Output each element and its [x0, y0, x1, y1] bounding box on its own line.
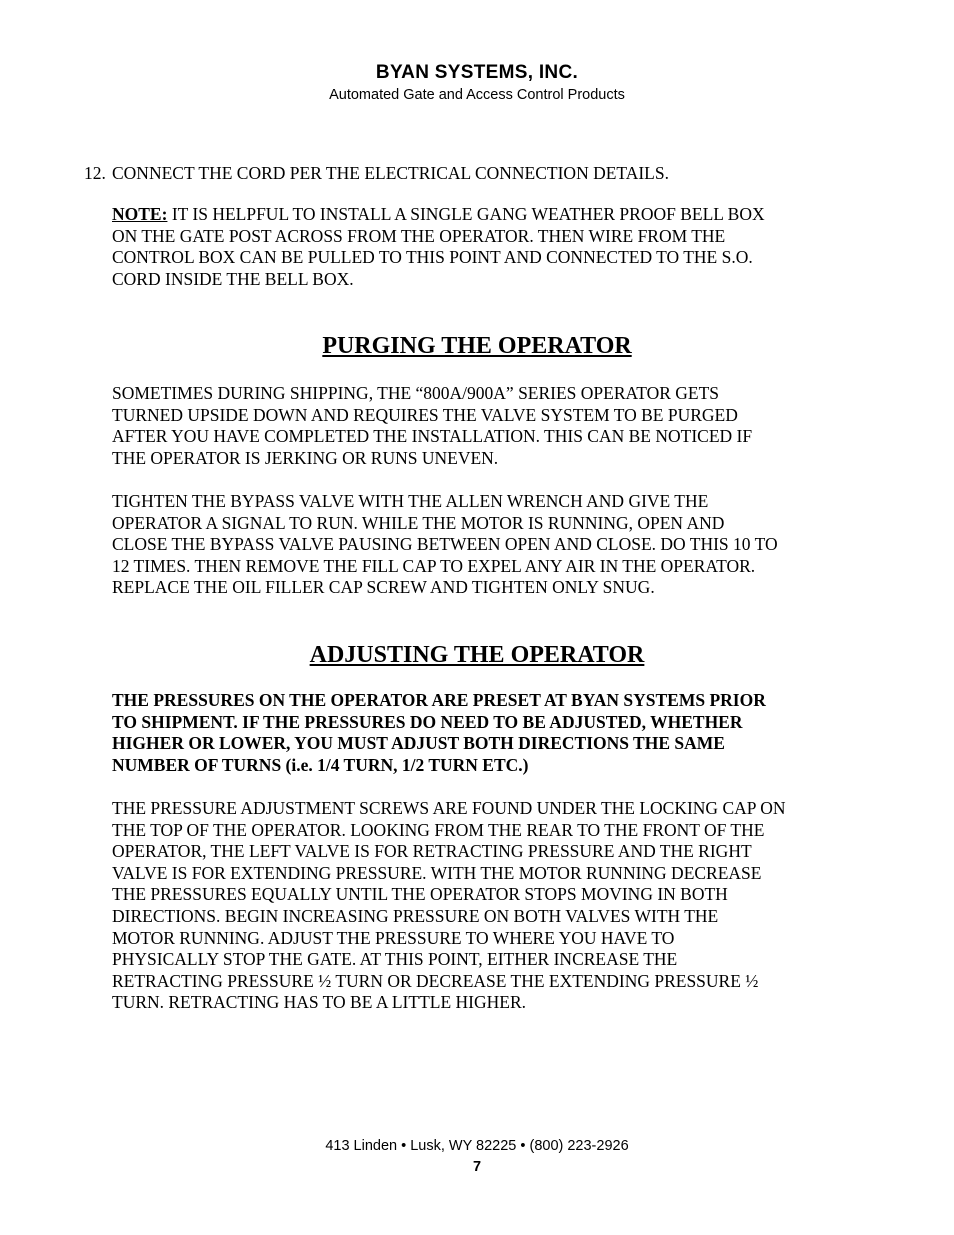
company-name: BYAN SYSTEMS, INC.: [375, 62, 579, 83]
footer-address: 413 Linden • Lusk, WY 82225 • (800) 223-2926: [325, 1138, 629, 1154]
step-number: 12.: [84, 163, 106, 183]
purging-heading: PURGING THE OPERATOR: [322, 333, 632, 359]
step-text: CONNECT THE CORD PER THE ELECTRICAL CONNECTION DETAILS.: [112, 163, 669, 183]
note-text: IT IS HELPFUL TO INSTALL A SINGLE GANG WEATHER PROOF BELL BOX ON THE GATE POST ACROSS FROM THE OPERATOR. THEN WIRE FROM THE CONTROL BOX CAN BE PULLED TO THIS POINT AND CONNECTED TO THE S.O. CORD INSIDE THE BELL BOX.: [112, 204, 765, 289]
purging-paragraph-1: SOMETIMES DURING SHIPPING, THE “800A/900A” SERIES OPERATOR GETS TURNED UPSIDE DOWN AND REQUIRES THE VALVE SYSTEM TO BE PURGED AFTER YOU HAVE COMPLETED THE INSTALLATION. THIS CAN BE NOTICED IF THE OPERATOR IS JERKING OR RUNS UNEVEN.: [112, 383, 753, 468]
adjusting-heading: ADJUSTING THE OPERATOR: [309, 642, 645, 668]
purging-paragraph-2: TIGHTEN THE BYPASS VALVE WITH THE ALLEN WRENCH AND GIVE THE OPERATOR A SIGNAL TO RUN. WHILE THE MOTOR IS RUNNING, OPEN AND CLOSE THE BYPASS VALVE PAUSING BETWEEN OPEN AND CLOSE. DO THIS 10 TO 12 TIMES. THEN REMOVE THE FILL CAP TO EXPEL ANY AIR IN THE OPERATOR. REPLACE THE OIL FILLER CAP SCREW AND TIGHTEN ONLY SNUG.: [112, 491, 778, 598]
adjusting-paragraph-2: THE PRESSURE ADJUSTMENT SCREWS ARE FOUND UNDER THE LOCKING CAP ON THE TOP OF THE OPERATOR. LOOKING FROM THE REAR TO THE FRONT OF THE OPERATOR, THE LEFT VALVE IS FOR RETRACTING PRESSURE AND THE RIGHT VALVE IS FOR EXTENDING PRESSURE. WITH THE MOTOR RUNNING DECREASE THE PRESSURES EQUALLY UNTIL THE OPERATOR STOPS MOVING IN BOTH DIRECTIONS. BEGIN INCREASING PRESSURE ON BOTH VALVES WITH THE MOTOR RUNNING. ADJUST THE PRESSURE TO WHERE YOU HAVE TO PHYSICALLY STOP THE GATE. AT THIS POINT, EITHER INCREASE THE RETRACTING PRESSURE ½ TURN OR DECREASE THE EXTENDING PRESSURE ½ TURN. RETRACTING HAS TO BE A LITTLE HIGHER.: [112, 798, 786, 1013]
note-label: NOTE:: [112, 204, 168, 224]
adjusting-paragraph-1: THE PRESSURES ON THE OPERATOR ARE PRESET AT BYAN SYSTEMS PRIOR TO SHIPMENT. IF THE PRESSURES DO NEED TO BE ADJUSTED, WHETHER HIGHER OR LOWER, YOU MUST ADJUST BOTH DIRECTIONS THE SAME NUMBER OF TURNS (i.e. 1/4 TURN, 1/2 TURN ETC.): [112, 690, 766, 775]
page-number: 7: [472, 1159, 482, 1175]
note-paragraph: [112, 204, 852, 290]
company-tagline: Automated Gate and Access Control Products: [329, 87, 625, 103]
